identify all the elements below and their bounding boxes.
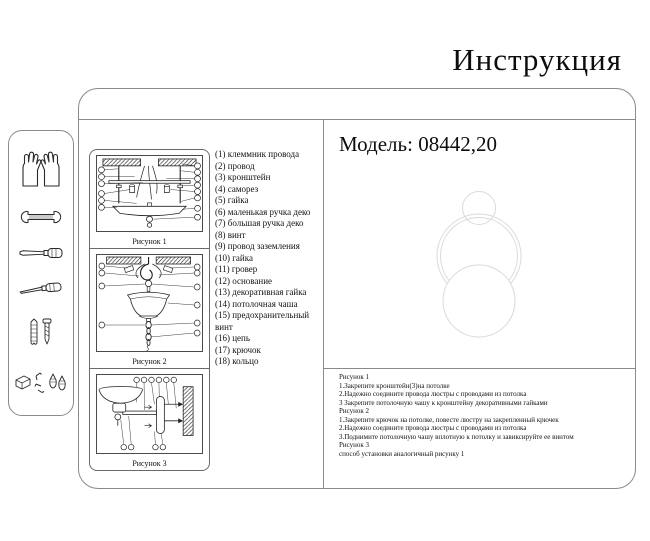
- instruction-line: 2.Надежно соедините провода люстры с проводами из потолка: [339, 390, 527, 398]
- part-item: (6) маленькая ручка деко: [215, 206, 311, 217]
- figure-1-diagram: [96, 155, 203, 232]
- instruction-line: Рисунок 2: [339, 407, 370, 415]
- instruction-line: 2.Надежно соедините провода люстры с проводами из потолка: [339, 424, 527, 432]
- figure-2: [90, 248, 209, 368]
- instruction-line: Рисунок 1: [339, 373, 370, 381]
- figure-1-caption: Рисунок 1: [132, 237, 167, 246]
- figure-3-diagram: [96, 374, 203, 454]
- header-divider: [79, 119, 635, 120]
- screwdriver-icon: [18, 247, 64, 259]
- part-item: (13) декоративная гайка: [215, 287, 307, 297]
- part-item: (14) потолочная чаша: [215, 298, 298, 309]
- part-item: (3) кронштейн: [215, 172, 271, 182]
- instruction-line: Рисунок 3: [339, 441, 370, 449]
- part-item: (17) крючок: [215, 344, 261, 355]
- figure-2-caption: Рисунок 2: [132, 357, 167, 366]
- part-item: (5) гайка: [215, 195, 249, 205]
- part-item: (15) предохранительный винт: [215, 310, 310, 332]
- hardware-parts-icon: [14, 370, 68, 396]
- part-item: (18) кольцо: [215, 356, 259, 366]
- part-item: (2) провод: [215, 160, 255, 171]
- wrench-icon: [18, 210, 64, 224]
- gloves-icon: [19, 150, 63, 188]
- instruction-line: 1.Закрепите кронштейн(3)на потолке: [339, 381, 450, 390]
- instruction-line: способ установки аналогичный рисунку 1: [339, 449, 465, 458]
- figure-1: [90, 150, 209, 248]
- dowel-screw-icon: [27, 317, 55, 347]
- part-item: (1) клеммник провода: [215, 149, 300, 159]
- part-item: (4) саморез: [215, 183, 259, 194]
- part-item: (11) гровер: [215, 264, 258, 274]
- main-panel: [78, 88, 636, 489]
- instruction-line: 3 Закрепите потолочную чашу к кронштейну декоративными гайками: [339, 398, 548, 407]
- part-item: (12) основание: [215, 275, 273, 286]
- figure-2-diagram: [96, 254, 203, 352]
- part-item: (16) цепь: [215, 333, 250, 343]
- part-item: (8) винт: [215, 229, 246, 240]
- parts-list: [215, 149, 325, 368]
- model-title: Модель: 08442,20: [339, 132, 497, 156]
- long-screwdriver-icon: [18, 281, 64, 295]
- instructions-text: [339, 373, 631, 458]
- figure-3: [90, 368, 209, 470]
- section-divider-horizontal: [323, 368, 635, 369]
- page-title: Инструкция: [452, 42, 622, 77]
- instruction-line: 3.Поднимите потолочную чашу вплотную к потолку и завиксируйте ее винтом: [339, 432, 574, 441]
- part-item: (10) гайка: [215, 252, 253, 263]
- instruction-line: 1.Закрепите крючок на потолке, повесте люстру на закрепленный крючек: [339, 415, 559, 424]
- figures-panel: [89, 149, 210, 471]
- part-item: (7) большая ручка деко: [215, 218, 304, 228]
- figure-3-caption: Рисунок 3: [132, 459, 167, 468]
- brand-watermark-icon: [431, 189, 527, 341]
- part-item: (9) провод заземления: [215, 241, 300, 251]
- tools-sidebar: [8, 130, 74, 416]
